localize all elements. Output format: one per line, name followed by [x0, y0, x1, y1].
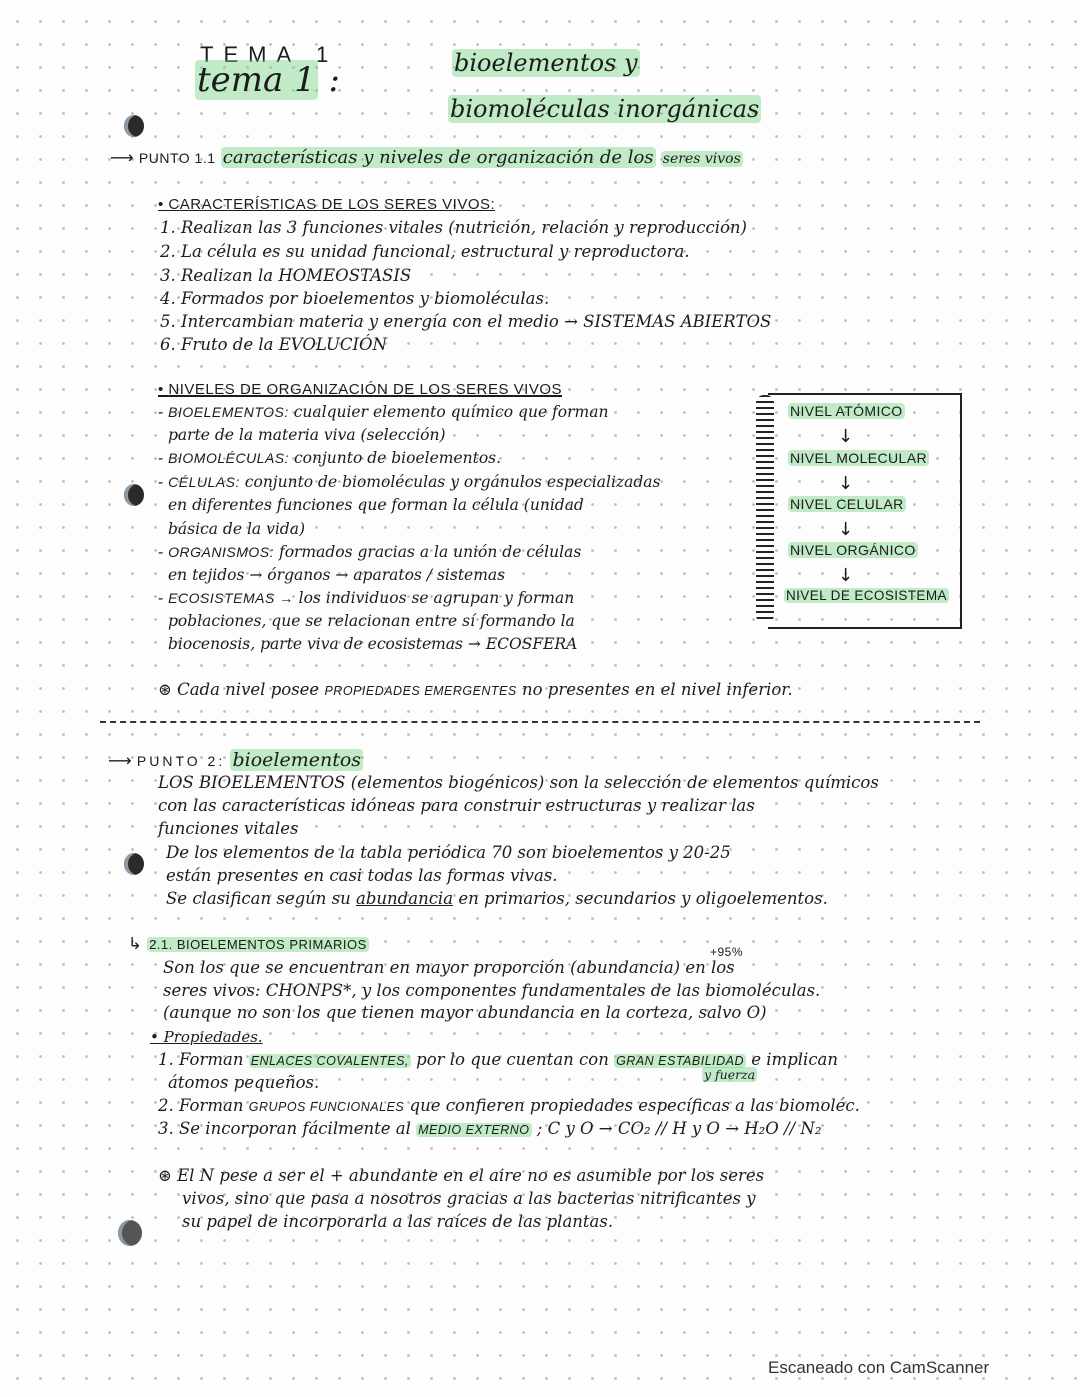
percent-annotation: +95%: [710, 945, 744, 959]
binder-hole-icon: [124, 853, 144, 875]
note-nitrogen: ⊛ El N pese a ser el + abundante en el aire no es asumible por los seres: [158, 1166, 765, 1185]
subsection-heading-primarios: ↳ 2.1. BIOELEMENTOS PRIMARIOS: [128, 934, 367, 953]
scanner-watermark: Escaneado con CamScanner: [768, 1358, 990, 1377]
section-divider: [100, 721, 980, 723]
property-line: 2. Forman GRUPOS FUNCIONALES que confieren propiedades específicas a las biomoléc.: [158, 1096, 860, 1115]
note-nitrogen-line: vivos, sino que pasa a nosotros gracias a las bacterias nitrificantes y: [182, 1189, 756, 1208]
property-line: átomos pequeños.: [168, 1073, 320, 1092]
niveles-line: - BIOELEMENTOS: cualquier elemento químico que forman: [158, 403, 609, 421]
arrow-right-icon: ⟶: [108, 751, 132, 770]
paragraph-line: Son los que se encuentran en mayor proporción (abundancia) en los: [163, 958, 735, 977]
paragraph-line: están presentes en casi todas las formas vivas.: [166, 866, 558, 885]
binder-hole-icon: [124, 115, 144, 137]
niveles-line: en tejidos → órganos → aparatos / sistemas: [168, 566, 506, 584]
list-item: 3. Realizan la HOMEOSTASIS: [160, 266, 412, 285]
binder-hole-icon: [118, 1220, 142, 1246]
niveles-line: biocenosis, parte viva de ecosistemas → ECOSFERA: [168, 635, 578, 653]
arrow-return-icon: ↳: [128, 934, 142, 953]
asterisk-circle-icon: ⊛: [158, 1166, 172, 1185]
title-caps-outline: TEMA 1: [200, 42, 339, 67]
paragraph-line: seres vivos: CHONPS*, y los componentes fundamentales de las biomoléculas.: [163, 981, 821, 1000]
niveles-line: en diferentes funciones que forman la célula (unidad: [168, 496, 584, 514]
section-heading-caracteristicas: • CARACTERÍSTICAS DE LOS SERES VIVOS:: [158, 196, 496, 213]
paragraph-line: (aunque no son los que tienen mayor abundancia en la corteza, salvo O): [163, 1003, 767, 1022]
niveles-line: - ECOSISTEMAS → los individuos se agrupan y forman: [158, 589, 575, 607]
property-annotation: y fuerza: [704, 1067, 756, 1082]
arrow-right-icon: ⟶: [110, 148, 134, 167]
arrow-down-icon: ↓: [838, 473, 854, 494]
niveles-line: - ORGANISMOS: formados gracias a la unión de células: [158, 543, 582, 561]
note-nitrogen-line: su papel de incorporarla a las raíces de las plantas.: [182, 1212, 614, 1231]
diagram-level: NIVEL ORGÁNICO: [790, 542, 916, 558]
propiedades-heading: • Propiedades.: [150, 1028, 263, 1046]
section-heading-niveles: • NIVELES DE ORGANIZACIÓN DE LOS SERES VIVOS: [158, 381, 563, 398]
niveles-line: - BIOMOLÉCULAS: conjunto de bioelementos.: [158, 449, 502, 467]
punto-2-heading: ⟶ PUNTO 2: bioelementos: [108, 749, 362, 771]
paragraph-line: LOS BIOELEMENTOS (elementos biogénicos) son la selección de elementos químicos: [158, 773, 879, 792]
note-emergent: ⊛ Cada nivel posee PROPIEDADES EMERGENTES no presentes en el nivel inferior.: [158, 680, 793, 699]
list-item: 5. Intercambian materia y energía con el medio → SISTEMAS ABIERTOS: [160, 312, 772, 331]
niveles-line: - CÉLULAS: conjunto de biomoléculas y orgánulos especializadas: [158, 473, 661, 491]
arrow-down-icon: ↓: [838, 519, 854, 540]
asterisk-circle-icon: ⊛: [158, 680, 172, 699]
diagram-level: NIVEL DE ECOSISTEMA: [786, 588, 947, 603]
paragraph-line: De los elementos de la tabla periódica 70 son bioelementos y 20-25: [166, 843, 731, 862]
arrow-down-icon: ↓: [838, 565, 854, 586]
binder-hole-icon: [124, 484, 144, 506]
paragraph-line: con las características idóneas para construir estructuras y realizar las: [158, 796, 755, 815]
property-line: 3. Se incorporan fácilmente al MEDIO EXTERNO ; C y O → CO₂ // H y O → H₂O // N₂: [158, 1119, 822, 1138]
paragraph-line: funciones vitales: [158, 819, 299, 838]
niveles-line: parte de la materia viva (selección): [168, 426, 446, 444]
punto-1-heading: ⟶ PUNTO 1.1 características y niveles de organización de los seres vivos: [110, 147, 741, 168]
diagram-level: NIVEL ATÓMICO: [790, 403, 903, 419]
list-item: 6. Fruto de la EVOLUCIÓN: [160, 335, 387, 354]
diagram-level: NIVEL CELULAR: [790, 496, 904, 512]
arrow-down-icon: ↓: [838, 426, 854, 447]
diagram-level: NIVEL MOLECULAR: [790, 450, 927, 466]
page-title: tema 1 :: [197, 60, 340, 100]
list-item: 1. Realizan las 3 funciones vitales (nutrición, relación y reproducción): [160, 218, 747, 237]
title-line-2: biomoléculas inorgánicas: [450, 95, 760, 123]
list-item: 4. Formados por bioelementos y biomoléculas.: [160, 289, 550, 308]
paragraph-line: Se clasifican según su abundancia en primarios, secundarios y oligoelementos.: [166, 889, 828, 908]
niveles-line: básica de la vida): [168, 520, 305, 538]
niveles-line: poblaciones, que se relacionan entre sí formando la: [168, 612, 575, 630]
title-line-1: bioelementos y: [454, 49, 638, 77]
list-item: 2. La célula es su unidad funcional, estructural y reproductora.: [160, 242, 690, 261]
property-line: 1. Forman ENLACES COVALENTES, por lo que cuentan con GRAN ESTABILIDAD e implican: [158, 1050, 839, 1069]
